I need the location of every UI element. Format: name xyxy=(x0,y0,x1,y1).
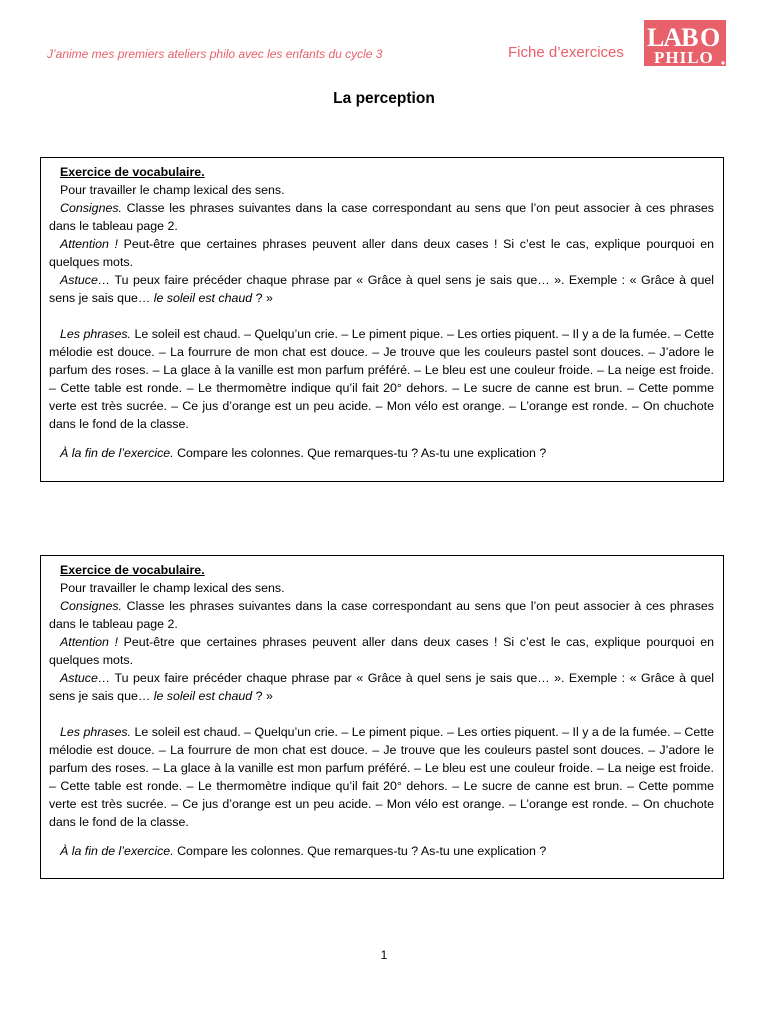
fin-label: À la fin de l’exercice. xyxy=(60,844,174,858)
fin-paragraph xyxy=(49,444,714,462)
fin-paragraph xyxy=(49,842,714,860)
exercise-intro: Pour travailler le champ lexical des sens. xyxy=(60,581,285,595)
astuce-example: le soleil est chaud xyxy=(153,689,253,703)
consignes-paragraph xyxy=(49,597,714,633)
phrases-label: Les phrases. xyxy=(60,725,131,739)
header-subtitle: J’anime mes premiers ateliers philo avec les enfants du cycle 3 xyxy=(47,47,383,61)
consignes-label: Consignes. xyxy=(60,201,122,215)
astuce-label: Astuce… xyxy=(60,671,111,685)
attention-label: Attention ! xyxy=(60,237,118,251)
exercise-intro: Pour travailler le champ lexical des sens. xyxy=(60,183,285,197)
consignes-text: Classe les phrases suivantes dans la case correspondant au sens que l’on peut associer à ces phrases dans le tableau page 2. xyxy=(49,201,714,233)
astuce-label: Astuce… xyxy=(60,273,111,287)
astuce-paragraph xyxy=(49,669,714,705)
svg-text:LAB: LAB xyxy=(647,23,698,52)
astuce-paragraph xyxy=(49,271,714,307)
phrases-paragraph xyxy=(49,325,714,433)
exercise-box xyxy=(40,555,724,879)
astuce-text: Tu peux faire précéder chaque phrase par « Grâce à quel sens je sais que… ». Exemple : « Grâce à quel sens je sais que… xyxy=(49,273,714,305)
phrases-text: Le soleil est chaud. – Quelqu’un crie. – Le piment pique. – Les orties piquent. – Il y a de la fumée. – Cette mélodie est douce. – La fourrure de mon chat est douce. – Je trouve que les couleurs pastel sont douces. – J’adore le parfum des roses. – La glace à la vanille est mon parfum préféré. – Le bleu est une couleur froide. – La neige est froide. – Cette table est ronde. – Le thermomètre indique qu’il fait 20° dehors. – Le sucre de canne est brun. – Cette pomme verte est très sucrée. – Ce jus d’orange est un peu acide. – Mon vélo est orange. – L’orange est ronde. – On chuchote dans le fond de la classe. xyxy=(49,725,714,829)
attention-paragraph xyxy=(49,235,714,271)
labo-philo-logo xyxy=(644,20,726,66)
fin-text: Compare les colonnes. Que remarques-tu ? As-tu une explication ? xyxy=(173,446,547,460)
phrases-label: Les phrases. xyxy=(60,327,131,341)
attention-label: Attention ! xyxy=(60,635,118,649)
exercise-heading: Exercice de vocabulaire. xyxy=(60,165,205,179)
astuce-end: ? » xyxy=(252,291,273,305)
page-title: La perception xyxy=(333,90,435,107)
astuce-end: ? » xyxy=(252,689,273,703)
phrases-paragraph xyxy=(49,723,714,831)
exercise-heading: Exercice de vocabulaire. xyxy=(60,563,205,577)
consignes-paragraph xyxy=(49,199,714,235)
sheet-label: Fiche d’exercices xyxy=(508,44,624,61)
exercise-box xyxy=(40,157,724,482)
astuce-example: le soleil est chaud xyxy=(153,291,253,305)
phrases-text: Le soleil est chaud. – Quelqu’un crie. – Le piment pique. – Les orties piquent. – Il y a de la fumée. – Cette mélodie est douce. – La fourrure de mon chat est douce. – Je trouve que les couleurs pastel sont douces. – J’adore le parfum des roses. – La glace à la vanille est mon parfum préféré. – Le bleu est une couleur froide. – La neige est froide. – Cette table est ronde. – Le thermomètre indique qu’il fait 20° dehors. – Le sucre de canne est brun. – Cette pomme verte est très sucrée. – Ce jus d’orange est un peu acide. – Mon vélo est orange. – L’orange est ronde. – On chuchote dans le fond de la classe. xyxy=(49,327,714,431)
attention-text: Peut-être que certaines phrases peuvent aller dans deux cases ! Si c’est le cas, explique pourquoi en quelques mots. xyxy=(49,237,714,269)
attention-paragraph xyxy=(49,633,714,669)
attention-text: Peut-être que certaines phrases peuvent aller dans deux cases ! Si c’est le cas, explique pourquoi en quelques mots. xyxy=(49,635,714,667)
fin-text: Compare les colonnes. Que remarques-tu ? As-tu une explication ? xyxy=(173,844,547,858)
consignes-label: Consignes. xyxy=(60,599,122,613)
fin-label: À la fin de l’exercice. xyxy=(60,446,174,460)
consignes-text: Classe les phrases suivantes dans la case correspondant au sens que l’on peut associer à ces phrases dans le tableau page 2. xyxy=(49,599,714,631)
astuce-text: Tu peux faire précéder chaque phrase par « Grâce à quel sens je sais que… ». Exemple : « Grâce à quel sens je sais que… xyxy=(49,671,714,703)
svg-text:O: O xyxy=(700,23,721,52)
page-number: 1 xyxy=(380,948,388,962)
svg-text:PHILO: PHILO xyxy=(654,48,714,66)
